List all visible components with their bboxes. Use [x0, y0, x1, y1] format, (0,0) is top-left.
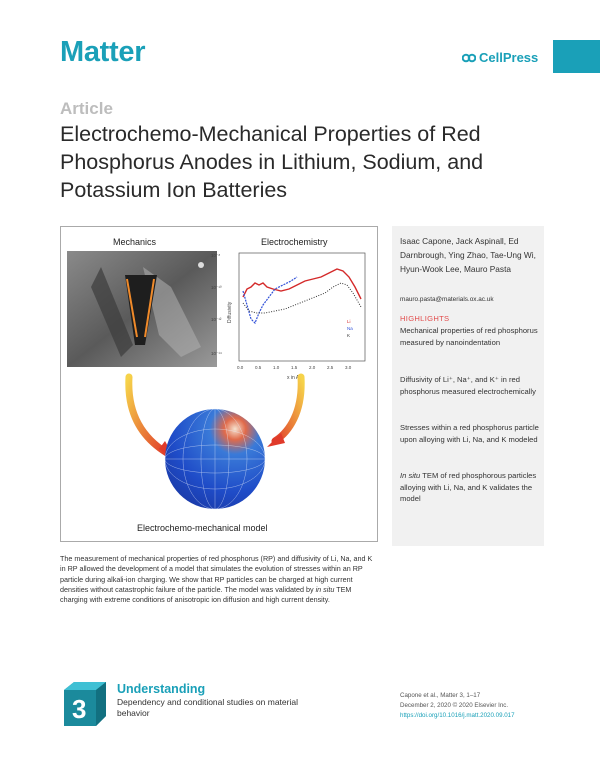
- abstract-part: TEM charging with extreme conditions of anisotropic ion diffusion and high current density.: [60, 584, 352, 605]
- level-description: Dependency and conditional studies on material behavior: [117, 697, 298, 718]
- highlights-heading: HIGHLIGHTS: [400, 314, 450, 323]
- legend-k: K: [347, 333, 351, 338]
- legend-li: Li: [347, 319, 351, 324]
- xtick-label: 2.5: [327, 365, 334, 370]
- model-label: Electrochemo-mechanical model: [137, 523, 268, 533]
- author-list: Isaac Capone, Jack Aspinall, Ed Darnbrough, Ying Zhao, Tae-Ung Wi, Hyun-Wook Lee, Mauro Pasta: [400, 236, 536, 274]
- cellpress-logo[interactable]: [462, 50, 538, 65]
- sem-micrograph: [67, 251, 217, 367]
- publication-date: December 2, 2020 © 2020 Elsevier Inc.: [400, 702, 509, 709]
- left-arrow: [129, 377, 167, 453]
- ytick-label: 10⁻¹²: [211, 317, 222, 322]
- corresponding-email[interactable]: mauro.pasta@materials.ox.ac.uk: [400, 296, 494, 303]
- right-arrow: [275, 377, 301, 441]
- diffusivity-plot: [211, 253, 365, 381]
- ytick-label: 10⁻⁸: [211, 253, 221, 258]
- highlight-item: Stresses within a red phosphorus particle upon alloying with Li, Na, and K modeled: [400, 423, 539, 444]
- legend-na: Na: [347, 326, 353, 331]
- understanding-level-icon: [60, 680, 108, 728]
- corner-accent: [553, 40, 600, 73]
- xtick-label: 0.5: [255, 365, 262, 370]
- level-title: Understanding: [117, 682, 206, 696]
- abstract-emphasis: in situ: [315, 584, 335, 594]
- cellpress-mark-icon: [462, 52, 476, 64]
- xtick-label: 0.0: [237, 365, 244, 370]
- citation: Capone et al., Matter 3, 1–17: [400, 692, 481, 699]
- highlight-item: [400, 470, 540, 505]
- highlight-text: TEM of red phosphorous particles alloying with Li, Na, and K validates the model: [400, 471, 537, 503]
- sphere-model: [165, 409, 265, 509]
- graphical-abstract-svg: [61, 227, 377, 541]
- xtick-label: 1.0: [273, 365, 280, 370]
- article-type: Article: [60, 99, 113, 118]
- xtick-label: 2.0: [309, 365, 316, 370]
- article-title: Electrochemo-Mechanical Properties of Red Phosphorus Anodes in Lithium, Sodium, and Potassium Ion Batteries: [60, 122, 484, 202]
- abstract-text: [60, 554, 378, 605]
- abstract-part: The measurement of mechanical properties of red phosphorus (RP) and diffusivity of Li, Na, and K in RP allowed the development of a model that simulates the evolution of stresses within an RP particle during alkali-ion charging. We show that RP particles can be charged at high current densities without catastrophic failure of the particle. The model was validated by: [60, 554, 373, 594]
- highlight-item: Mechanical properties of red phosphorus measured by nanoindentation: [400, 326, 538, 347]
- ytick-label: 10⁻¹⁰: [211, 285, 222, 290]
- graphical-abstract: [60, 226, 378, 542]
- mechanics-label: Mechanics: [113, 237, 157, 247]
- plot-xlabel: x in AₓP: [287, 375, 305, 381]
- xtick-label: 1.5: [291, 365, 298, 370]
- highlight-item: Diffusivity of Li⁺, Na⁺, and K⁺ in red phosphorus measured electrochemically: [400, 375, 536, 396]
- journal-logo[interactable]: Matter: [60, 36, 146, 68]
- highlight-emphasis: In situ: [400, 471, 421, 480]
- level-number: 3: [72, 694, 87, 724]
- cellpress-label: CellPress: [479, 50, 539, 65]
- electrochemistry-label: Electrochemistry: [261, 237, 328, 247]
- xtick-label: 3.0: [345, 365, 352, 370]
- doi-link[interactable]: https://doi.org/10.1016/j.matt.2020.09.017: [400, 712, 515, 719]
- plot-ylabel: Diffusivity: [227, 301, 233, 323]
- ytick-label: 10⁻¹⁴: [211, 351, 222, 356]
